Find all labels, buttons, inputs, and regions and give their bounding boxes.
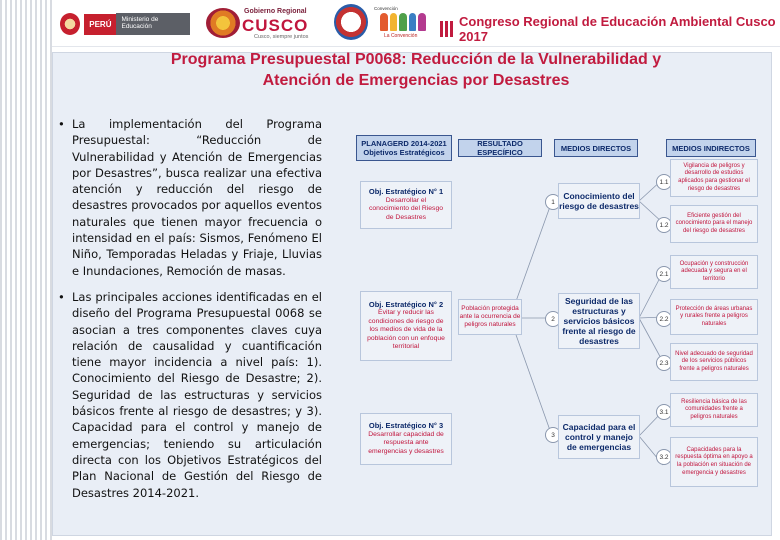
header-bar — [52, 0, 780, 47]
bullet-paragraph: • La implementación del Programa Presupuestal: “Reducción de Vulnerabilidad y Atención de Emergencias por Desastres”, busca realizar una efectiva atención y reducción del riesgo de desastres provocados por aquellos eventos naturales que tienen mayor frecuencia o intensidad en el país: Sismos, Fenómeno El Niño, Temporadas Heladas y Friaje, Lluvias e Inundaciones, Remoción de masas. — [58, 116, 322, 279]
regional-government-logo — [206, 4, 324, 42]
result-box: Población protegida ante la ocurrencia de peligros naturales — [458, 299, 522, 335]
program-diagram — [352, 131, 762, 491]
indirect-number: 3.2 — [656, 449, 672, 465]
indirect-mean-3-2: Capacidades para la respuesta óptima en apoyo a la población en situación de emergencia y desastres — [670, 437, 758, 487]
convention-logo — [374, 6, 432, 40]
indirect-mean-1-2: Eficiente gestión del conocimiento para el manejo del riesgo de desastres — [670, 205, 758, 243]
objective-text: Desarrollar el conocimiento del Riesgo de Desastres — [368, 196, 444, 221]
indirect-mean-3-1: Resiliencia básica de las comunidades frente a peligros naturales — [670, 393, 758, 427]
direct-mean-1: Conocimiento del riesgo de desastres — [558, 183, 640, 219]
congress-title: Congreso Regional de Educación Ambiental Cusco 2017 — [459, 14, 776, 44]
indirect-mean-2-1: Ocupación y construcción adecuada y segura en el territorio — [670, 255, 758, 289]
cusco-sun-icon — [206, 8, 240, 38]
body-text — [58, 116, 322, 501]
peru-label: PERÚ — [84, 14, 116, 35]
indirect-number: 2.2 — [656, 311, 672, 327]
congress-banner — [440, 14, 780, 44]
direct-mean-3: Capacidad para el control y manejo de emergencias — [558, 415, 640, 459]
indirect-number: 1.1 — [656, 174, 672, 190]
people-icon — [380, 13, 426, 31]
indirect-number: 2.3 — [656, 355, 672, 371]
convention-label: La Convención — [384, 33, 418, 39]
direct-number: 2 — [545, 311, 561, 327]
header-planagerd: PLANAGERD 2014-2021 Objetivos Estratégicos — [356, 135, 452, 161]
objective-box-1 — [360, 181, 452, 229]
ministry-label: Ministerio de Educación — [116, 13, 190, 35]
connector-line — [510, 318, 552, 436]
objective-title: Obj. Estratégico N° 3 — [368, 421, 444, 430]
indirect-mean-2-2: Protección de áreas urbanas y rurales frente a peligros naturales — [670, 299, 758, 335]
direct-mean-2: Seguridad de las estructuras y servicios básicos frente al riesgo de desastres — [558, 293, 640, 349]
roman-numeral-icon — [440, 21, 453, 37]
region-tagline: Cusco, siempre juntos — [254, 34, 309, 40]
decorative-left-strip — [0, 0, 52, 540]
header-resultado: RESULTADO ESPECÍFICO — [458, 139, 542, 157]
institution-seal-icon — [334, 4, 368, 40]
indirect-number: 1.2 — [656, 217, 672, 233]
page-title — [52, 49, 780, 91]
direct-number: 1 — [545, 194, 561, 210]
objective-text: Evitar y reducir las condiciones de riesgo de los medios de vida de la población con un enfoque territorial — [367, 309, 445, 350]
region-line2: CUSCO — [242, 16, 309, 35]
convention-top: Convención — [374, 6, 398, 11]
header-directos: MEDIOS DIRECTOS — [554, 139, 638, 157]
header-indirectos: MEDIOS INDIRECTOS — [666, 139, 756, 157]
bullet-paragraph: • Las principales acciones identificadas en el diseño del Programa Presupuestal 0068 se asocian a tres componentes claves cuya relación de causalidad y cuantificación tiene mayor incidencia a nivel país: 1). Conocimiento del Riesgo de Desastre; 2). Seguridad de las estructuras y servicios básicos frente al riesgo de desastres; y 3). Capacidad para el control y manejo de emergencias; teniendo su articulación directa con los Objetivos Estratégicos del Plan Nacional de Gestión del Riesgo de Desastres 2014-2021. — [58, 289, 322, 501]
objective-box-2 — [360, 291, 452, 361]
title-line-2: Atención de Emergencias por Desastres — [262, 72, 570, 89]
indirect-number: 2.1 — [656, 266, 672, 282]
objective-box-3 — [360, 413, 452, 465]
region-line1: Gobierno Regional — [244, 8, 307, 15]
indirect-mean-1-1: Vigilancia de peligros y desarrollo de estudios aplicados para gestionar el riesgo de desastres — [670, 159, 758, 197]
title-line-1: Programa Presupuestal P0068: Reducción de la Vulnerabilidad y — [170, 51, 662, 68]
objective-title: Obj. Estratégico N° 1 — [368, 187, 444, 196]
ministry-logo — [60, 10, 190, 38]
direct-number: 3 — [545, 427, 561, 443]
peru-shield-icon — [60, 13, 80, 35]
objective-text: Desarrollar capacidad de respuesta ante emergencias y desastres — [368, 430, 444, 455]
indirect-number: 3.1 — [656, 404, 672, 420]
indirect-mean-2-3: Nivel adecuado de seguridad de los servicios públicos frente a peligros naturales — [670, 343, 758, 381]
objective-title: Obj. Estratégico N° 2 — [368, 299, 444, 309]
